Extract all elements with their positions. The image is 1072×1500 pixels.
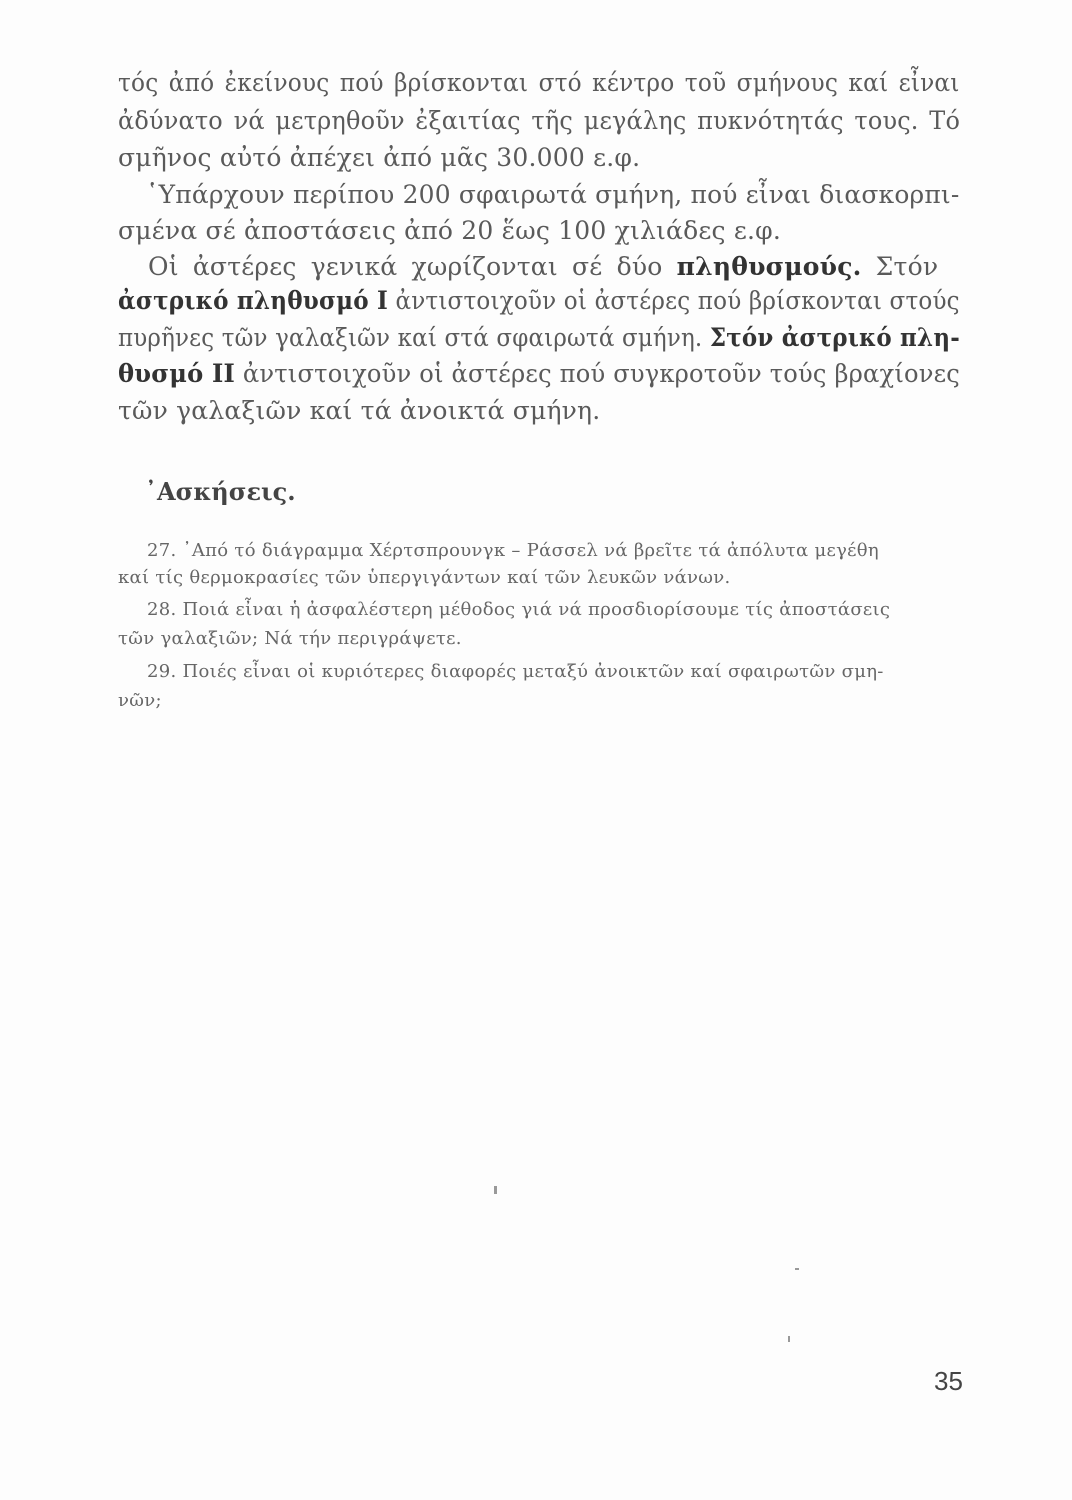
body-text-line: ῾Υπάρχουν περίπου 200 σφαιρωτά σμήνη, πού εἶναι διασκορπι- xyxy=(146,180,960,209)
bold-term: Στόν ἀστρικό πλη- xyxy=(709,323,960,352)
scan-speck xyxy=(788,1336,790,1342)
body-text-line: ἀδύνατο νά μετρηθοῦν ἐξαιτίας τῆς μεγάλης πυκνότητάς τους. Τό xyxy=(118,106,961,135)
body-text-line: πυρῆνες τῶν γαλαξιῶν καί στά σφαιρωτά σμήνη. Στόν ἀστρικό πλη- xyxy=(118,323,960,352)
body-text-line: σμένα σέ ἀποστάσεις ἀπό 20 ἕως 100 χιλιάδες ε.φ. xyxy=(118,216,782,245)
exercise-27-line-2: καί τίς θερμοκρασίες τῶν ὑπεργιγάντων καί τῶν λευκῶν νάνων. xyxy=(118,567,731,588)
exercise-29-line-1: 29. Ποιές εἶναι οἱ κυριότερες διαφορές μεταξύ ἀνοικτῶν καί σφαιρωτῶν σμη- xyxy=(147,661,884,682)
bold-term: ἀστρικό πληθυσμό Ι xyxy=(118,286,388,315)
body-text-line: τῶν γαλαξιῶν καί τά ἀνοικτά σμήνη. xyxy=(118,396,601,425)
scan-speck xyxy=(494,1186,497,1194)
body-text-line: τός ἀπό ἐκείνους πού βρίσκονται στό κέντρο τοῦ σμήνους καί εἶναι xyxy=(118,68,960,97)
body-text-line: θυσμό ΙΙ ἀντιστοιχοῦν οἱ ἀστέρες πού συγκροτοῦν τούς βραχίονες xyxy=(118,359,961,388)
exercise-27-line-1: 27. ᾿Από τό διάγραμμα Χέρτσπρουνγκ – Ράσσελ νά βρεῖτε τά ἀπόλυτα μεγέθη xyxy=(147,540,879,561)
body-text-line: Οἱ ἀστέρες γενικά χωρίζονται σέ δύο πληθυσμούς. Στόν xyxy=(148,252,939,281)
body-text-line: ἀστρικό πληθυσμό Ι ἀντιστοιχοῦν οἱ ἀστέρες πού βρίσκονται στούς xyxy=(118,286,960,315)
exercise-29-line-2: νῶν; xyxy=(118,690,162,711)
bold-term: πληθυσμούς. xyxy=(676,252,862,281)
body-text-line: σμῆνος αὐτό ἀπέχει ἀπό μᾶς 30.000 ε.φ. xyxy=(118,143,641,172)
scan-speck xyxy=(795,1268,799,1270)
bold-term: θυσμό ΙΙ xyxy=(118,359,236,388)
exercises-heading: ᾿Ασκήσεις. xyxy=(145,477,296,506)
exercise-28-line-2: τῶν γαλαξιῶν; Νά τήν περιγράψετε. xyxy=(118,628,462,649)
page-number: 35 xyxy=(934,1366,963,1396)
exercise-28-line-1: 28. Ποιά εἶναι ἡ ἀσφαλέστερη μέθοδος γιά νά προσδιορίσουμε τίς ἀποστάσεις xyxy=(147,599,891,620)
